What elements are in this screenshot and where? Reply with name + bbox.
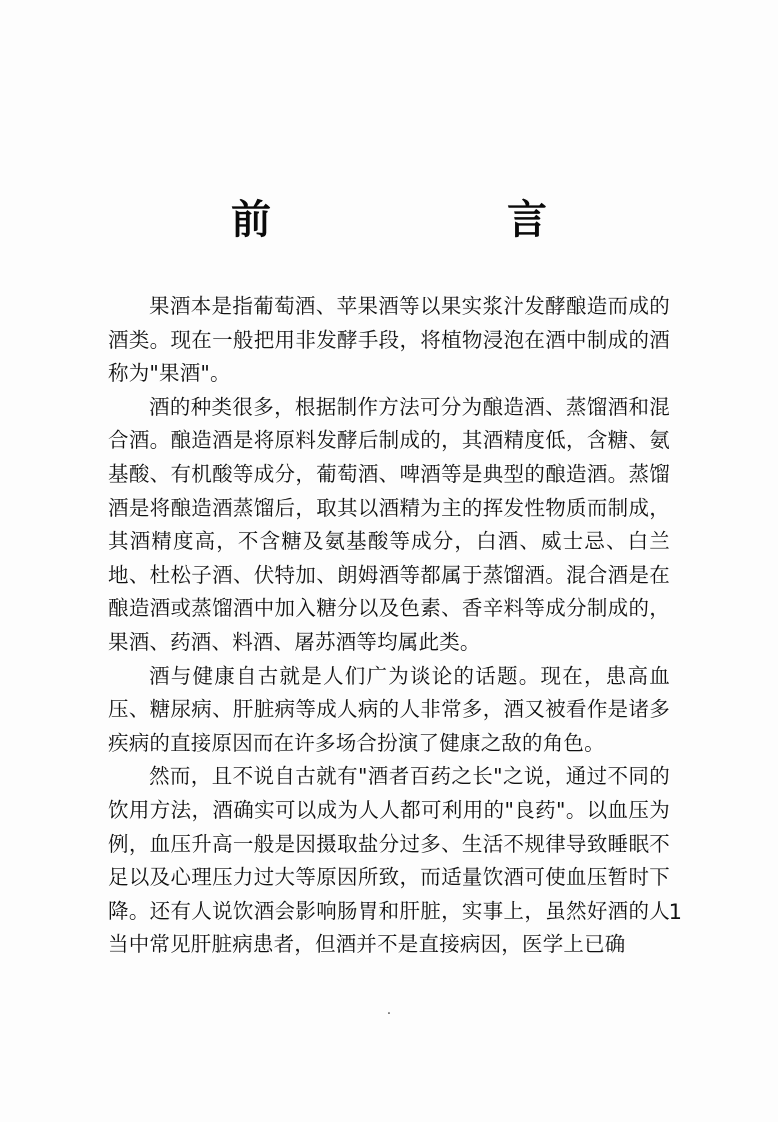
page-title: 前 言 <box>231 197 599 243</box>
paragraph: 果酒本是指葡萄酒、苹果酒等以果实浆汁发酵酿造而成的酒类。现在一般把用非发酵手段，将植物浸泡在酒中制成的酒称为"果酒"。 <box>108 294 670 386</box>
body-text <box>108 290 670 962</box>
paragraph: 酒的种类很多，根据制作方法可分为酿造酒、蒸馏酒和混合酒。酿造酒是将原料发酵后制成的，其酒精度低，含糖、氨基酸、有机酸等成分，葡萄酒、啤酒等是典型的酿造酒。蒸馏酒是将酿造酒蒸馏后，取其以酒精为主的挥发性物质而制成，其酒精度高，不含糖及氨基酸等成分，白酒、威士忌、白兰地、杜松子酒、伏特加、朗姆酒等都属于蒸馏酒。混合酒是在酿造酒或蒸馏酒中加入糖分以及色素、香辛料等成分制成的，果酒、药酒、料酒、屠苏酒等均属此类。 <box>108 394 670 654</box>
footer-mark: . <box>386 1002 392 1018</box>
paragraph: 酒与健康自古就是人们广为谈论的话题。现在，患高血压、糖尿病、肝脏病等成人病的人非常多，酒又被看作是诸多疾病的直接原因而在许多场合扮演了健康之敌的角色。 <box>108 663 670 755</box>
paragraph: 然而，且不说自古就有"酒者百药之长"之说，通过不同的饮用方法，酒确实可以成为人人都可利用的"良药"。以血压为例，血压升高一般是因摄取盐分过多、生活不规律导致睡眠不足以及心理压力过大等原因所致，而适量饮酒可使血压暂时下降。还有人说饮酒会影响肠胃和肝脏，实事上，虽然好酒的人当中常见肝脏病患者，但酒并不是直接病因，医学上已确 <box>108 764 670 957</box>
page-number: 1 <box>668 900 682 924</box>
